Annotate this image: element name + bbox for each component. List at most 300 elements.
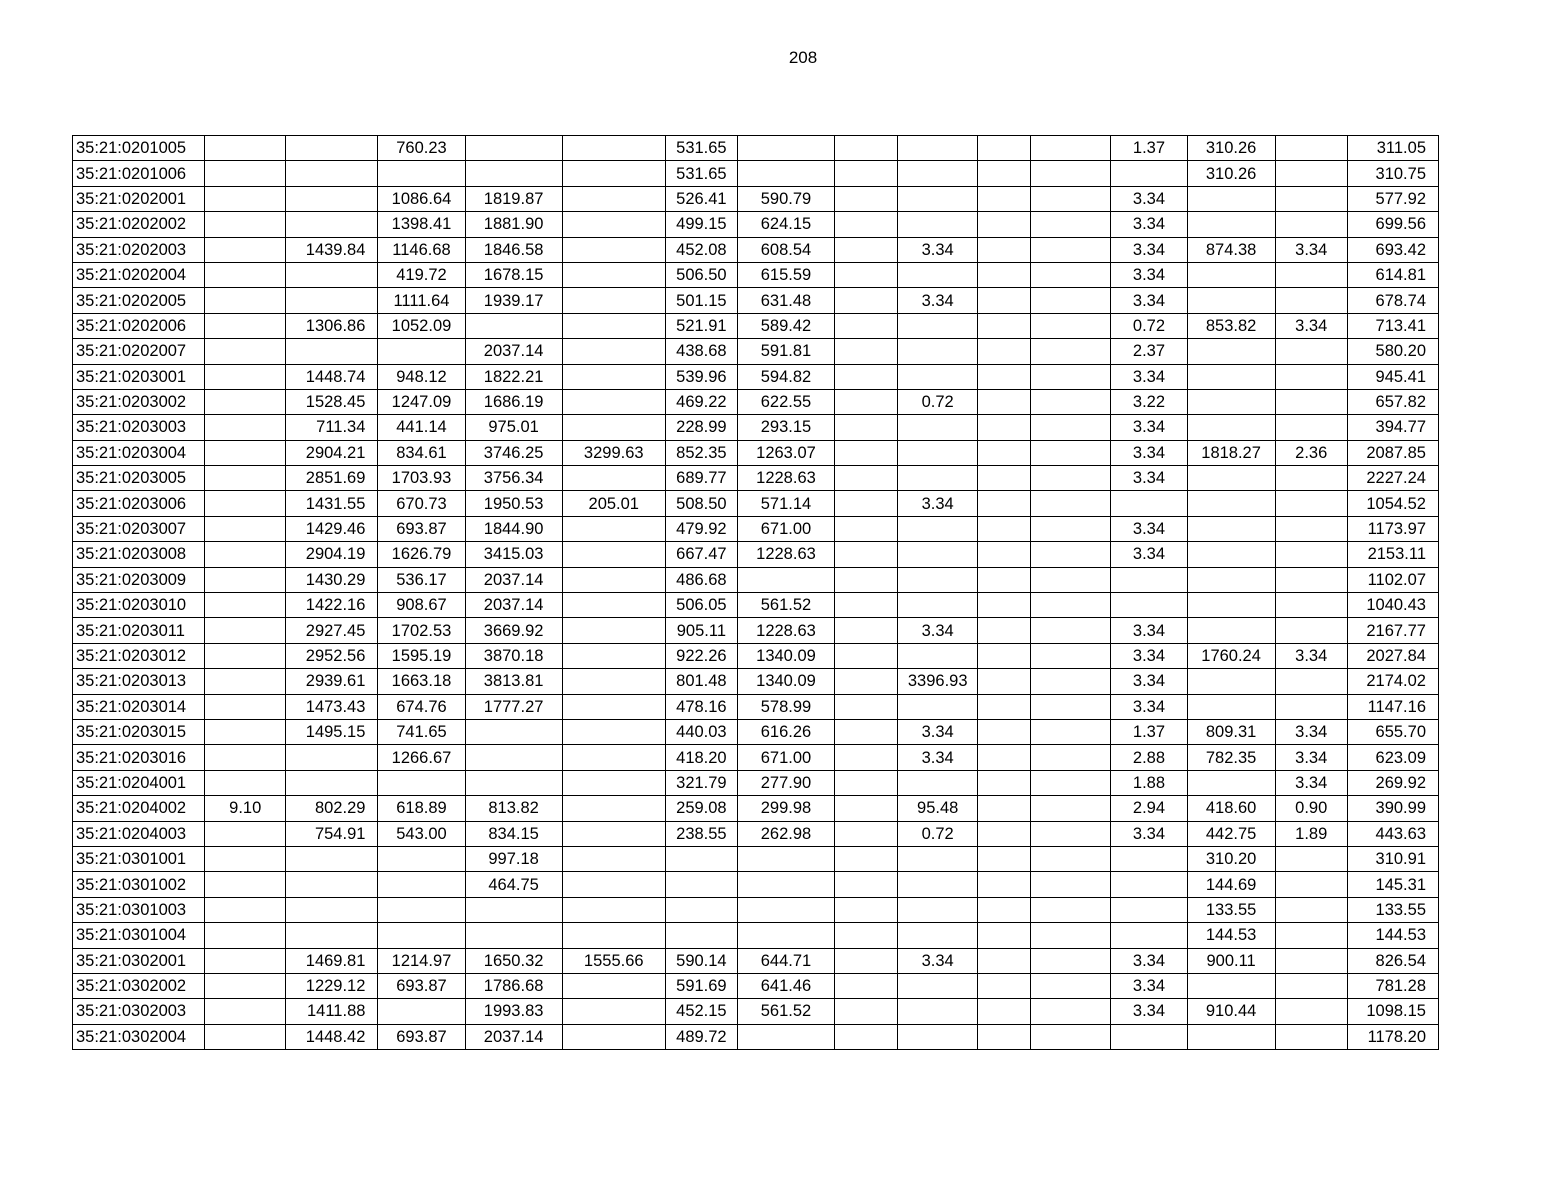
table-cell: 1430.29 — [286, 567, 378, 592]
table-cell — [1275, 999, 1347, 1024]
table-cell — [286, 846, 378, 871]
table-cell — [286, 339, 378, 364]
table-cell: 1650.32 — [465, 948, 562, 973]
table-cell — [205, 567, 286, 592]
table-cell: 802.29 — [286, 796, 378, 821]
table-cell — [1275, 161, 1347, 186]
table-cell — [835, 237, 898, 262]
table-cell: 561.52 — [737, 999, 834, 1024]
table-cell: 618.89 — [378, 796, 465, 821]
table-cell — [898, 466, 978, 491]
table-cell — [1031, 923, 1111, 948]
row-id-cell: 35:21:0204001 — [73, 770, 205, 795]
table-cell — [1031, 669, 1111, 694]
table-cell: 3.34 — [1275, 237, 1347, 262]
row-id-cell: 35:21:0203013 — [73, 669, 205, 694]
table-cell: 616.26 — [737, 719, 834, 744]
table-cell: 3.34 — [1111, 973, 1187, 998]
table-cell — [835, 846, 898, 871]
table-cell — [205, 618, 286, 643]
table-cell: 2904.21 — [286, 440, 378, 465]
table-cell — [378, 339, 465, 364]
table-cell: 693.87 — [378, 516, 465, 541]
table-body — [73, 136, 1439, 1050]
table-cell — [978, 186, 1031, 211]
table-cell: 419.72 — [378, 262, 465, 287]
table-cell: 1881.90 — [465, 212, 562, 237]
table-cell: 3.34 — [1111, 643, 1187, 668]
table-cell — [1031, 999, 1111, 1024]
table-cell: 1086.64 — [378, 186, 465, 211]
table-cell — [978, 262, 1031, 287]
table-cell — [1031, 237, 1111, 262]
table-cell: 3.34 — [1111, 542, 1187, 567]
table-cell — [286, 186, 378, 211]
table-cell: 486.68 — [665, 567, 737, 592]
table-cell: 1844.90 — [465, 516, 562, 541]
row-id-cell: 35:21:0202001 — [73, 186, 205, 211]
table-cell — [378, 770, 465, 795]
table-cell — [562, 542, 665, 567]
table-cell — [205, 846, 286, 871]
table-cell: 615.59 — [737, 262, 834, 287]
table-cell: 689.77 — [665, 466, 737, 491]
table-cell: 922.26 — [665, 643, 737, 668]
table-cell: 3.22 — [1111, 389, 1187, 414]
table-cell: 1422.16 — [286, 593, 378, 618]
table-cell — [1275, 872, 1347, 897]
table-row — [73, 796, 1439, 821]
table-cell — [562, 796, 665, 821]
table-cell — [465, 897, 562, 922]
table-row — [73, 593, 1439, 618]
table-cell: 2037.14 — [465, 339, 562, 364]
table-cell: 1.37 — [1111, 136, 1187, 161]
table-cell: 2037.14 — [465, 1024, 562, 1049]
table-cell: 1040.43 — [1347, 593, 1438, 618]
table-cell: 1950.53 — [465, 491, 562, 516]
row-id-cell: 35:21:0203009 — [73, 567, 205, 592]
table-cell — [205, 872, 286, 897]
row-id-cell: 35:21:0203016 — [73, 745, 205, 770]
table-cell: 614.81 — [1347, 262, 1438, 287]
table-cell: 478.16 — [665, 694, 737, 719]
table-cell: 1178.20 — [1347, 1024, 1438, 1049]
table-cell — [737, 136, 834, 161]
row-id-cell: 35:21:0203015 — [73, 719, 205, 744]
table-cell — [835, 313, 898, 338]
table-row — [73, 694, 1439, 719]
table-cell — [465, 745, 562, 770]
table-cell: 3.34 — [1275, 745, 1347, 770]
table-cell — [1031, 694, 1111, 719]
table-cell — [562, 415, 665, 440]
table-cell: 1398.41 — [378, 212, 465, 237]
table-cell — [835, 948, 898, 973]
table-cell: 499.15 — [665, 212, 737, 237]
table-cell: 2.36 — [1275, 440, 1347, 465]
table-cell — [835, 643, 898, 668]
table-row — [73, 364, 1439, 389]
table-cell — [978, 796, 1031, 821]
table-cell: 571.14 — [737, 491, 834, 516]
table-cell: 1.89 — [1275, 821, 1347, 846]
table-cell: 3.34 — [1111, 415, 1187, 440]
table-cell: 3.34 — [1111, 288, 1187, 313]
row-id-cell: 35:21:0203010 — [73, 593, 205, 618]
table-cell — [898, 136, 978, 161]
table-cell — [1031, 1024, 1111, 1049]
table-cell: 1102.07 — [1347, 567, 1438, 592]
table-cell: 3.34 — [1111, 694, 1187, 719]
row-id-cell: 35:21:0203012 — [73, 643, 205, 668]
table-cell — [1111, 897, 1187, 922]
table-cell — [562, 339, 665, 364]
table-cell — [978, 618, 1031, 643]
table-cell: 3.34 — [898, 719, 978, 744]
table-cell — [378, 897, 465, 922]
table-cell: 3.34 — [898, 618, 978, 643]
table-cell: 657.82 — [1347, 389, 1438, 414]
table-cell — [835, 796, 898, 821]
row-id-cell: 35:21:0203006 — [73, 491, 205, 516]
table-cell: 489.72 — [665, 1024, 737, 1049]
table-cell: 997.18 — [465, 846, 562, 871]
table-cell: 580.20 — [1347, 339, 1438, 364]
table-cell — [465, 923, 562, 948]
table-cell — [205, 237, 286, 262]
table-cell: 2087.85 — [1347, 440, 1438, 465]
table-cell: 3669.92 — [465, 618, 562, 643]
table-cell — [835, 872, 898, 897]
table-cell — [562, 872, 665, 897]
table-cell — [1111, 491, 1187, 516]
table-row — [73, 440, 1439, 465]
table-cell: 1340.09 — [737, 669, 834, 694]
table-row — [73, 466, 1439, 491]
table-cell — [978, 846, 1031, 871]
table-cell — [898, 339, 978, 364]
table-cell — [205, 212, 286, 237]
table-cell: 3.34 — [1111, 237, 1187, 262]
table-cell — [562, 618, 665, 643]
table-cell: 670.73 — [378, 491, 465, 516]
table-cell: 801.48 — [665, 669, 737, 694]
table-cell — [1275, 618, 1347, 643]
table-cell — [1031, 973, 1111, 998]
table-cell: 1626.79 — [378, 542, 465, 567]
table-cell — [1031, 389, 1111, 414]
row-id-cell: 35:21:0202006 — [73, 313, 205, 338]
table-cell — [978, 745, 1031, 770]
table-cell — [1275, 466, 1347, 491]
table-cell: 1052.09 — [378, 313, 465, 338]
table-cell: 3.34 — [898, 237, 978, 262]
table-cell — [737, 846, 834, 871]
table-cell — [205, 973, 286, 998]
table-cell: 1818.27 — [1187, 440, 1275, 465]
table-cell: 2904.19 — [286, 542, 378, 567]
table-cell: 390.99 — [1347, 796, 1438, 821]
table-cell — [1031, 821, 1111, 846]
table-cell: 3.34 — [1111, 516, 1187, 541]
table-cell — [1031, 593, 1111, 618]
table-cell: 622.55 — [737, 389, 834, 414]
table-cell — [978, 440, 1031, 465]
table-cell — [835, 262, 898, 287]
table-cell — [1275, 846, 1347, 871]
table-cell — [978, 821, 1031, 846]
table-cell — [978, 288, 1031, 313]
table-cell: 1429.46 — [286, 516, 378, 541]
table-cell: 145.31 — [1347, 872, 1438, 897]
table-cell: 418.60 — [1187, 796, 1275, 821]
table-cell — [898, 161, 978, 186]
table-cell: 1228.63 — [737, 542, 834, 567]
table-cell — [1031, 262, 1111, 287]
table-row — [73, 770, 1439, 795]
table-cell: 277.90 — [737, 770, 834, 795]
table-cell: 908.67 — [378, 593, 465, 618]
table-cell: 3.34 — [1111, 212, 1187, 237]
table-cell: 1702.53 — [378, 618, 465, 643]
table-cell: 852.35 — [665, 440, 737, 465]
table-cell — [465, 136, 562, 161]
table-cell: 1.88 — [1111, 770, 1187, 795]
table-cell — [1275, 694, 1347, 719]
table-cell: 644.71 — [737, 948, 834, 973]
table-cell — [465, 161, 562, 186]
table-cell — [835, 491, 898, 516]
table-cell: 834.15 — [465, 821, 562, 846]
table-cell — [978, 339, 1031, 364]
table-cell: 3.34 — [1275, 770, 1347, 795]
table-cell — [286, 770, 378, 795]
table-cell — [286, 136, 378, 161]
table-cell: 469.22 — [665, 389, 737, 414]
table-cell: 2939.61 — [286, 669, 378, 694]
table-cell: 543.00 — [378, 821, 465, 846]
table-cell — [835, 567, 898, 592]
table-cell — [286, 288, 378, 313]
table-row — [73, 186, 1439, 211]
table-cell — [898, 770, 978, 795]
table-cell — [205, 821, 286, 846]
table-cell: 2227.24 — [1347, 466, 1438, 491]
table-cell — [1031, 948, 1111, 973]
table-cell: 754.91 — [286, 821, 378, 846]
table-cell — [835, 745, 898, 770]
table-cell — [562, 313, 665, 338]
table-cell: 531.65 — [665, 161, 737, 186]
table-cell: 440.03 — [665, 719, 737, 744]
table-cell — [562, 364, 665, 389]
table-cell — [562, 466, 665, 491]
table-cell: 531.65 — [665, 136, 737, 161]
table-cell — [562, 694, 665, 719]
table-cell: 1703.93 — [378, 466, 465, 491]
table-cell: 900.11 — [1187, 948, 1275, 973]
table-row — [73, 948, 1439, 973]
table-cell — [978, 948, 1031, 973]
table-cell: 508.50 — [665, 491, 737, 516]
table-cell: 874.38 — [1187, 237, 1275, 262]
table-cell — [1111, 161, 1187, 186]
table-cell: 2037.14 — [465, 567, 562, 592]
table-cell: 310.91 — [1347, 846, 1438, 871]
table-cell — [835, 1024, 898, 1049]
table-cell: 262.98 — [737, 821, 834, 846]
table-cell — [1031, 339, 1111, 364]
row-id-cell: 35:21:0202002 — [73, 212, 205, 237]
table-cell — [898, 542, 978, 567]
table-cell — [1111, 1024, 1187, 1049]
table-cell: 1663.18 — [378, 669, 465, 694]
table-cell — [205, 669, 286, 694]
table-cell: 3.34 — [1275, 643, 1347, 668]
table-cell — [1031, 440, 1111, 465]
table-cell: 3396.93 — [898, 669, 978, 694]
table-cell — [1187, 262, 1275, 287]
table-cell — [835, 973, 898, 998]
table-cell — [898, 415, 978, 440]
table-row — [73, 288, 1439, 313]
table-cell: 1555.66 — [562, 948, 665, 973]
table-cell: 624.15 — [737, 212, 834, 237]
row-id-cell: 35:21:0202005 — [73, 288, 205, 313]
table-cell: 590.79 — [737, 186, 834, 211]
table-cell: 590.14 — [665, 948, 737, 973]
table-cell — [1031, 136, 1111, 161]
table-cell — [205, 516, 286, 541]
table-cell: 0.72 — [898, 389, 978, 414]
table-cell — [1111, 872, 1187, 897]
row-id-cell: 35:21:0204003 — [73, 821, 205, 846]
table-cell — [737, 1024, 834, 1049]
table-cell — [562, 1024, 665, 1049]
table-cell: 3.34 — [1111, 262, 1187, 287]
table-cell — [286, 923, 378, 948]
table-cell — [562, 643, 665, 668]
table-cell: 741.65 — [378, 719, 465, 744]
table-cell — [562, 136, 665, 161]
table-cell: 975.01 — [465, 415, 562, 440]
table-cell: 1495.15 — [286, 719, 378, 744]
table-cell — [1031, 770, 1111, 795]
table-cell — [978, 516, 1031, 541]
table-cell — [205, 161, 286, 186]
table-cell — [978, 973, 1031, 998]
table-cell — [286, 745, 378, 770]
table-cell — [978, 999, 1031, 1024]
table-row — [73, 745, 1439, 770]
table-cell: 1306.86 — [286, 313, 378, 338]
table-cell — [978, 923, 1031, 948]
table-cell: 1595.19 — [378, 643, 465, 668]
table-cell — [978, 593, 1031, 618]
table-cell — [835, 542, 898, 567]
table-cell — [898, 846, 978, 871]
table-cell: 2027.84 — [1347, 643, 1438, 668]
row-id-cell: 35:21:0202004 — [73, 262, 205, 287]
table-cell — [835, 161, 898, 186]
table-cell — [978, 872, 1031, 897]
table-cell — [1187, 466, 1275, 491]
table-cell — [205, 415, 286, 440]
table-cell: 441.14 — [378, 415, 465, 440]
row-id-cell: 35:21:0203001 — [73, 364, 205, 389]
table-cell — [1275, 262, 1347, 287]
table-cell — [737, 923, 834, 948]
row-id-cell: 35:21:0203007 — [73, 516, 205, 541]
table-cell: 591.69 — [665, 973, 737, 998]
table-cell — [562, 212, 665, 237]
table-cell — [1031, 516, 1111, 541]
table-cell: 3813.81 — [465, 669, 562, 694]
table-cell — [898, 999, 978, 1024]
row-id-cell: 35:21:0203003 — [73, 415, 205, 440]
table-cell: 1263.07 — [737, 440, 834, 465]
table-cell — [898, 440, 978, 465]
table-cell — [378, 161, 465, 186]
table-cell: 631.48 — [737, 288, 834, 313]
row-id-cell: 35:21:0301003 — [73, 897, 205, 922]
row-id-cell: 35:21:0302004 — [73, 1024, 205, 1049]
table-cell: 2927.45 — [286, 618, 378, 643]
table-cell: 1686.19 — [465, 389, 562, 414]
table-cell: 310.20 — [1187, 846, 1275, 871]
table-cell — [1187, 415, 1275, 440]
table-cell — [562, 567, 665, 592]
table-cell — [737, 872, 834, 897]
table-cell: 310.75 — [1347, 161, 1438, 186]
table-cell: 2851.69 — [286, 466, 378, 491]
table-cell: 452.08 — [665, 237, 737, 262]
table-cell — [1031, 491, 1111, 516]
table-cell — [1031, 872, 1111, 897]
table-cell: 3.34 — [1111, 440, 1187, 465]
table-cell — [205, 186, 286, 211]
table-row — [73, 491, 1439, 516]
table-cell: 205.01 — [562, 491, 665, 516]
table-cell — [978, 491, 1031, 516]
table-row — [73, 136, 1439, 161]
table-cell: 479.92 — [665, 516, 737, 541]
table-cell: 641.46 — [737, 973, 834, 998]
table-cell — [1111, 567, 1187, 592]
table-cell: 443.63 — [1347, 821, 1438, 846]
table-row — [73, 643, 1439, 668]
table-cell — [1275, 339, 1347, 364]
table-cell: 133.55 — [1347, 897, 1438, 922]
table-cell — [898, 872, 978, 897]
table-cell: 3299.63 — [562, 440, 665, 465]
table-cell — [665, 872, 737, 897]
table-cell — [1187, 389, 1275, 414]
table-cell: 3746.25 — [465, 440, 562, 465]
table-cell — [1031, 186, 1111, 211]
table-cell: 501.15 — [665, 288, 737, 313]
table-cell: 671.00 — [737, 745, 834, 770]
table-cell: 1777.27 — [465, 694, 562, 719]
table-cell: 3.34 — [898, 745, 978, 770]
table-cell: 438.68 — [665, 339, 737, 364]
table-cell: 589.42 — [737, 313, 834, 338]
table-cell — [835, 288, 898, 313]
table-row — [73, 516, 1439, 541]
table-cell — [378, 999, 465, 1024]
table-cell: 3.34 — [1111, 466, 1187, 491]
